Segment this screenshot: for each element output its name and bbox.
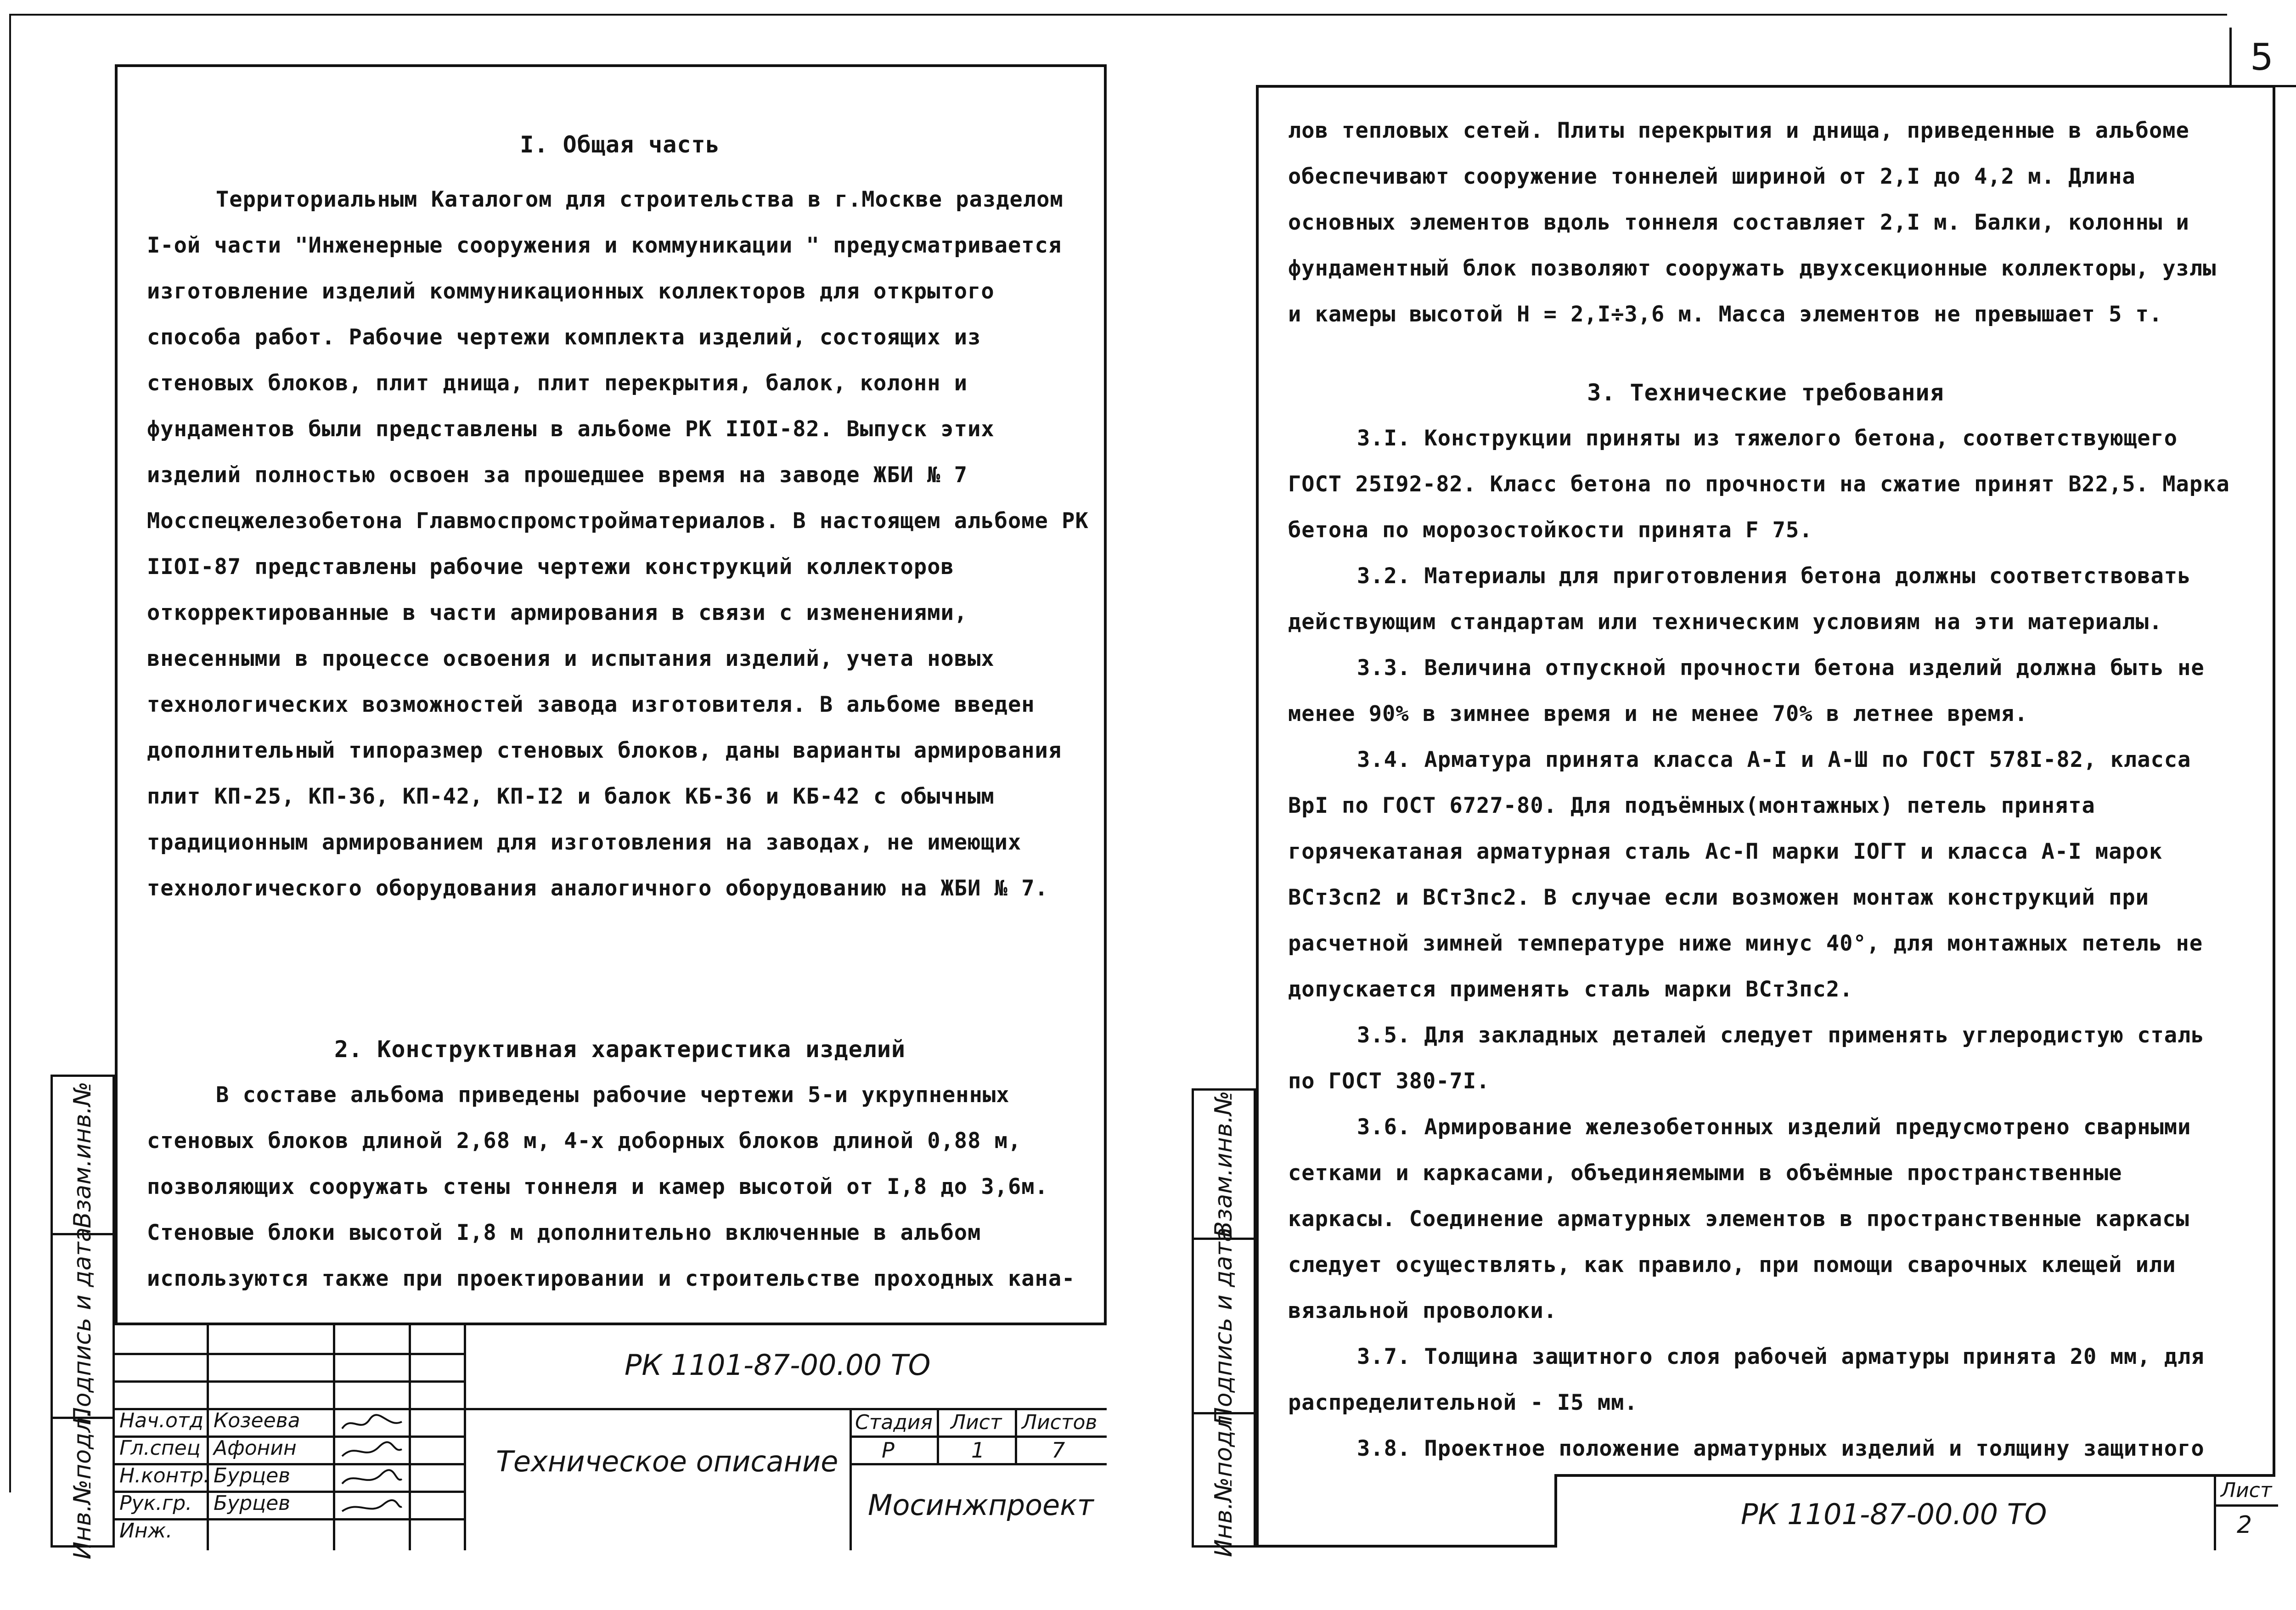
stamp-col-3 <box>409 1325 411 1550</box>
section2-title: 2. Конструктивная характеристика изделий <box>334 1036 906 1063</box>
stamp-col-sheets <box>1015 1408 1017 1463</box>
section2-text: В составе альбома приведены рабочие чертежи 5-и укрупненных стеновых блоков длиной 2,68 м, 4-х доборных блоков длиной 0,88 м, позволяющих сооружать стены тоннеля и камер высотой от I,8 до 3,6м. Стеновые блоки высотой I,8 м дополнительно включенные в альбом используются также при проектировании и строительстве проходных кана- <box>147 1082 1075 1291</box>
left-side-cell-sign <box>53 1227 113 1425</box>
stamp-col-2 <box>333 1325 335 1550</box>
right-stamp-code: РК 1101-87-00.00 ТО <box>1741 1497 2047 1531</box>
stamp-col-sheet <box>937 1408 939 1463</box>
stamp-role-1: Нач.отд <box>119 1409 204 1432</box>
section1-title: I. Общая часть <box>520 131 720 158</box>
stamp-code: РК 1101-87-00.00 ТО <box>625 1348 931 1382</box>
paragraph-3-5: 3.5. Для закладных деталей следует применять углеродистую сталь по ГОСТ 380-7I. <box>1288 1023 2205 1094</box>
right-stamp-row <box>2214 1504 2278 1507</box>
stamp-sheets-header: Листов <box>1022 1411 1097 1434</box>
paragraph-3-8: 3.8. Проектное положение арматурных изделий и толщину защитного <box>1357 1436 2205 1461</box>
left-side-cell-vzam <box>53 1077 113 1233</box>
right-side-label-vzam: Взам.инв.№ <box>1210 1091 1238 1238</box>
left-edge-line <box>9 14 11 1492</box>
paragraph-3-2: 3.2. Материалы для приготовления бетона должны соответствовать действующим стандартам или техническим условиям на эти материалы. <box>1288 563 2191 635</box>
section1-text: Территориальным Каталогом для строительства в г.Москве разделом I-ой части "Инженерные сооружения и коммуникации " предусматривается изготовление изделий коммуникационных коллекторов для открытого способа работ. Рабочие чертежи комплекта изделий, состоящих из стеновых блоков, плит днища, плит перекрытия, балок, колонн и фундаментов были представлены в альбоме РК IIOI-82. Выпуск этих изделий полностью освоен за прошедшее время на заводе ЖБИ № 7 Мосспецжелезобетона Главмоспромстройматериалов. В настоящем альбоме РК IIOI-87 представлены рабочие чертежи конструкций коллекторов откорректированные в части армирования в связи с изменениями, внесенными в процессе освоения и испытания изделий, учета новых технологических возможностей завода изготовителя. В альбоме введен дополнительный типоразмер стеновых блоков, даны варианты армирования плит КП-25, КП-36, КП-42, КП-I2 и балок КБ-36 и КБ-42 с обычным традиционным армированием для изготовления на заводах, не имеющих технологического оборудования аналогичного оборудованию на ЖБИ № 7. <box>147 187 1089 901</box>
paragraph-3-6: 3.6. Армирование железобетонных изделий предусмотрено сварными сетками и каркасами, объединяемыми в объёмные пространственные каркасы. Соединение арматурных элементов в пространственные каркасы следует осуществлять, как правило, при помощи сварочных клещей или вязальной проволоки. <box>1288 1115 2191 1323</box>
right-stamp-sheet-value: 2 <box>2237 1511 2252 1539</box>
left-side-strip <box>51 1075 115 1559</box>
right-side-cell-sign <box>1194 1227 1254 1425</box>
signature-scribbles <box>338 1410 406 1548</box>
side-label-vzam: Взам.инв.№ <box>69 1081 96 1228</box>
stamp-role-3: Н.контр. <box>119 1464 210 1487</box>
stamp-sheets-value: 7 <box>1052 1438 1065 1463</box>
stamp-sheet-value: 1 <box>971 1438 985 1463</box>
stamp-title: Техническое описание <box>496 1445 838 1478</box>
left-stamp <box>115 1323 1107 1548</box>
right-stamp <box>1554 1474 2275 1548</box>
stamp-stage-header: Стадия <box>855 1411 933 1434</box>
paragraph-3-4: 3.4. Арматура принята класса А-I и А-Ш по ГОСТ 578I-82, класса ВрI по ГОСТ 6727-80. Для подъёмных(монтажных) петель принята горячекатаная арматурная сталь Ас-П марки IОГТ и класса А-I марок ВСт3сп2 и ВСт3пс2. В случае если возможен монтаж конструкций при расчетной зимней температуре ниже минус 40°, для монтажных петель не допускается применять сталь марки ВСт3пс2. <box>1288 747 2203 1002</box>
side-label-sign: Подпись и дата <box>69 1227 96 1425</box>
page-number: 5 <box>2250 36 2273 79</box>
stamp-organization: Мосинжпроект <box>868 1488 1094 1522</box>
page-number-box <box>2229 28 2296 87</box>
stamp-role-5: Инж. <box>119 1519 173 1542</box>
top-edge-line <box>9 14 2227 16</box>
stamp-col-stage <box>850 1408 852 1550</box>
stamp-row-stage2 <box>850 1463 1107 1465</box>
stamp-sheet-header: Лист <box>951 1411 1002 1434</box>
stamp-name-3: Бурцев <box>214 1464 291 1487</box>
right-side-cell-vzam <box>1194 1091 1254 1238</box>
side-label-inv: Инв.№подл. <box>69 1409 96 1559</box>
right-stamp-sheet-header: Лист <box>2221 1479 2272 1502</box>
stamp-role-2: Гл.спец <box>119 1436 201 1460</box>
stamp-col-1 <box>207 1325 209 1550</box>
right-side-strip <box>1192 1088 1256 1557</box>
stamp-name-1: Козеева <box>214 1409 300 1432</box>
right-side-label-sign: Подпись и дата <box>1210 1227 1238 1425</box>
right-side-cell-inv <box>1194 1407 1254 1557</box>
right-stamp-col <box>2214 1477 2216 1550</box>
paragraph-3-1: 3.I. Конструкции приняты из тяжелого бетона, соответствующего ГОСТ 25I92-82. Класс бетона по прочности на сжатие принят В22,5. Марка бетона по морозостойкости принята F 75. <box>1288 426 2230 543</box>
stamp-name-4: Бурцев <box>214 1492 291 1515</box>
stamp-row-2 <box>115 1380 464 1383</box>
paragraph-3-7: 3.7. Толщина защитного слоя рабочей арматуры принята 20 мм, для распределительной - I5 мм. <box>1288 1344 2205 1415</box>
stamp-stage-value: Р <box>882 1438 895 1463</box>
right-page-text <box>1288 108 2243 1472</box>
stamp-role-4: Рук.гр. <box>119 1492 192 1515</box>
stamp-row-1 <box>115 1353 464 1355</box>
stamp-name-2: Афонин <box>214 1436 297 1460</box>
left-page-text <box>147 122 1093 1302</box>
stamp-col-4 <box>464 1325 466 1550</box>
continuation-text: лов тепловых сетей. Плиты перекрытия и днища, приведенные в альбоме обеспечивают сооружение тоннелей шириной от 2,I до 4,2 м. Длина основных элементов вдоль тоннеля составляет 2,I м. Балки, колонны и фундаментный блок позволяют сооружать двухсекционные коллекторы, узлы и камеры высотой Н = 2,I÷3,6 м. Масса элементов не превышает 5 т. <box>1288 118 2217 327</box>
right-side-label-inv: Инв.№подл. <box>1210 1407 1238 1557</box>
paragraph-3-3: 3.3. Величина отпускной прочности бетона изделий должна быть не менее 90% в зимнее время и не менее 70% в летнее время. <box>1288 655 2205 726</box>
left-side-cell-inv <box>53 1409 113 1559</box>
section3-title: 3. Технические требования <box>1587 379 1944 406</box>
